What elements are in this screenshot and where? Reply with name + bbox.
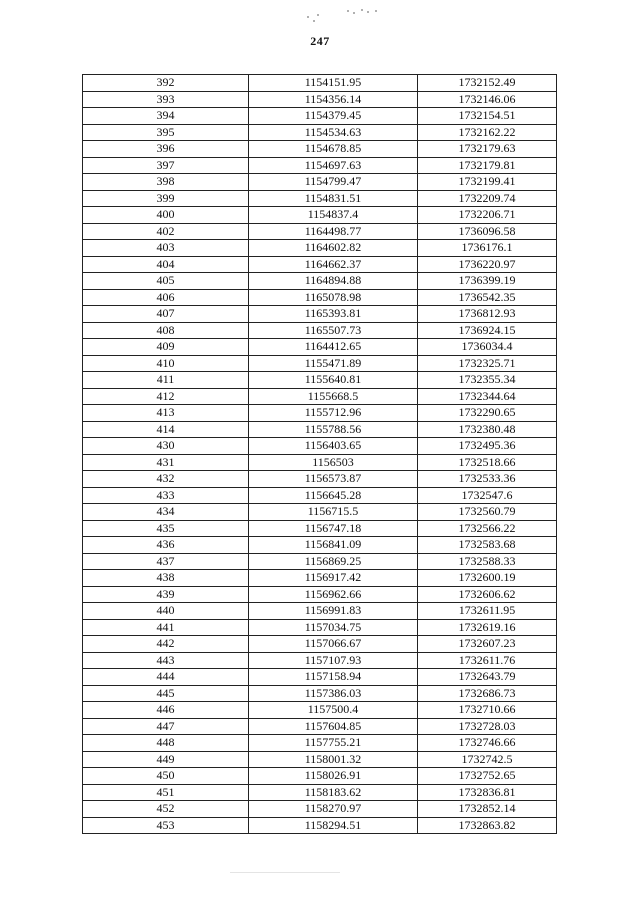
y-coordinate-cell: 1732710.66 (418, 702, 557, 719)
x-coordinate-cell: 1156645.28 (249, 487, 418, 504)
point-number-cell: 407 (83, 306, 249, 323)
x-coordinate-cell: 1165393.81 (249, 306, 418, 323)
y-coordinate-cell: 1736812.93 (418, 306, 557, 323)
x-coordinate-cell: 1157066.67 (249, 636, 418, 653)
coordinates-table-body (83, 75, 557, 834)
table-row (83, 636, 557, 653)
x-coordinate-cell: 1154831.51 (249, 190, 418, 207)
point-number-cell: 452 (83, 801, 249, 818)
table-row (83, 751, 557, 768)
x-coordinate-cell: 1154799.47 (249, 174, 418, 191)
point-number-cell: 445 (83, 685, 249, 702)
point-number-cell: 406 (83, 289, 249, 306)
y-coordinate-cell: 1732728.03 (418, 718, 557, 735)
x-coordinate-cell: 1156747.18 (249, 520, 418, 537)
table-row (83, 355, 557, 372)
y-coordinate-cell: 1732533.36 (418, 471, 557, 488)
point-number-cell: 394 (83, 108, 249, 125)
x-coordinate-cell: 1164412.65 (249, 339, 418, 356)
y-coordinate-cell: 1736034.4 (418, 339, 557, 356)
x-coordinate-cell: 1154678.85 (249, 141, 418, 158)
y-coordinate-cell: 1732547.6 (418, 487, 557, 504)
y-coordinate-cell: 1736399.19 (418, 273, 557, 290)
point-number-cell: 396 (83, 141, 249, 158)
x-coordinate-cell: 1157034.75 (249, 619, 418, 636)
x-coordinate-cell: 1158294.51 (249, 817, 418, 834)
table-row (83, 817, 557, 834)
table-row (83, 388, 557, 405)
y-coordinate-cell: 1732863.82 (418, 817, 557, 834)
point-number-cell: 433 (83, 487, 249, 504)
y-coordinate-cell: 1732518.66 (418, 454, 557, 471)
page-number: 247 (310, 34, 330, 48)
x-coordinate-cell: 1156869.25 (249, 553, 418, 570)
table-row (83, 174, 557, 191)
y-coordinate-cell: 1732209.74 (418, 190, 557, 207)
point-number-cell: 395 (83, 124, 249, 141)
table-row (83, 504, 557, 521)
x-coordinate-cell: 1158183.62 (249, 784, 418, 801)
point-number-cell: 408 (83, 322, 249, 339)
point-number-cell: 440 (83, 603, 249, 620)
point-number-cell: 409 (83, 339, 249, 356)
y-coordinate-cell: 1732606.62 (418, 586, 557, 603)
table-row (83, 570, 557, 587)
point-number-cell: 404 (83, 256, 249, 273)
point-number-cell: 448 (83, 735, 249, 752)
x-coordinate-cell: 1154356.14 (249, 91, 418, 108)
y-coordinate-cell: 1732836.81 (418, 784, 557, 801)
x-coordinate-cell: 1156573.87 (249, 471, 418, 488)
table-row (83, 685, 557, 702)
x-coordinate-cell: 1158270.97 (249, 801, 418, 818)
y-coordinate-cell: 1732325.71 (418, 355, 557, 372)
point-number-cell: 410 (83, 355, 249, 372)
y-coordinate-cell: 1732607.23 (418, 636, 557, 653)
point-number-cell: 414 (83, 421, 249, 438)
point-number-cell: 439 (83, 586, 249, 603)
table-row (83, 157, 557, 174)
x-coordinate-cell: 1154379.45 (249, 108, 418, 125)
table-row (83, 520, 557, 537)
point-number-cell: 403 (83, 240, 249, 257)
table-row (83, 784, 557, 801)
x-coordinate-cell: 1155640.81 (249, 372, 418, 389)
point-number-cell: 393 (83, 91, 249, 108)
point-number-cell: 392 (83, 75, 249, 92)
y-coordinate-cell: 1732746.66 (418, 735, 557, 752)
y-coordinate-cell: 1732355.34 (418, 372, 557, 389)
y-coordinate-cell: 1732752.65 (418, 768, 557, 785)
point-number-cell: 437 (83, 553, 249, 570)
x-coordinate-cell: 1164498.77 (249, 223, 418, 240)
x-coordinate-cell: 1156503 (249, 454, 418, 471)
y-coordinate-cell: 1732199.41 (418, 174, 557, 191)
x-coordinate-cell: 1155471.89 (249, 355, 418, 372)
table-row (83, 322, 557, 339)
point-number-cell: 449 (83, 751, 249, 768)
y-coordinate-cell: 1732179.81 (418, 157, 557, 174)
x-coordinate-cell: 1164602.82 (249, 240, 418, 257)
point-number-cell: 431 (83, 454, 249, 471)
point-number-cell: 446 (83, 702, 249, 719)
x-coordinate-cell: 1164894.88 (249, 273, 418, 290)
x-coordinate-cell: 1156403.65 (249, 438, 418, 455)
x-coordinate-cell: 1164662.37 (249, 256, 418, 273)
y-coordinate-cell: 1736924.15 (418, 322, 557, 339)
table-row (83, 256, 557, 273)
table-row (83, 669, 557, 686)
table-row (83, 372, 557, 389)
table-row (83, 108, 557, 125)
point-number-cell: 438 (83, 570, 249, 587)
table-row (83, 141, 557, 158)
x-coordinate-cell: 1157158.94 (249, 669, 418, 686)
x-coordinate-cell: 1156917.42 (249, 570, 418, 587)
x-coordinate-cell: 1158026.91 (249, 768, 418, 785)
y-coordinate-cell: 1732179.63 (418, 141, 557, 158)
point-number-cell: 436 (83, 537, 249, 554)
point-number-cell: 441 (83, 619, 249, 636)
table-row (83, 619, 557, 636)
table-row (83, 586, 557, 603)
y-coordinate-cell: 1732643.79 (418, 669, 557, 686)
table-row (83, 735, 557, 752)
y-coordinate-cell: 1732146.06 (418, 91, 557, 108)
x-coordinate-cell: 1156962.66 (249, 586, 418, 603)
table-row (83, 75, 557, 92)
point-number-cell: 453 (83, 817, 249, 834)
table-row (83, 537, 557, 554)
y-coordinate-cell: 1732154.51 (418, 108, 557, 125)
table-row (83, 273, 557, 290)
table-row (83, 603, 557, 620)
table-row (83, 91, 557, 108)
x-coordinate-cell: 1165078.98 (249, 289, 418, 306)
y-coordinate-cell: 1732344.64 (418, 388, 557, 405)
y-coordinate-cell: 1732560.79 (418, 504, 557, 521)
table-row (83, 421, 557, 438)
x-coordinate-cell: 1156991.83 (249, 603, 418, 620)
table-row (83, 718, 557, 735)
x-coordinate-cell: 1157604.85 (249, 718, 418, 735)
y-coordinate-cell: 1736542.35 (418, 289, 557, 306)
y-coordinate-cell: 1732619.16 (418, 619, 557, 636)
y-coordinate-cell: 1732566.22 (418, 520, 557, 537)
table-row (83, 124, 557, 141)
x-coordinate-cell: 1156715.5 (249, 504, 418, 521)
y-coordinate-cell: 1732611.95 (418, 603, 557, 620)
x-coordinate-cell: 1158001.32 (249, 751, 418, 768)
point-number-cell: 398 (83, 174, 249, 191)
table-row (83, 471, 557, 488)
point-number-cell: 405 (83, 273, 249, 290)
x-coordinate-cell: 1157386.03 (249, 685, 418, 702)
point-number-cell: 413 (83, 405, 249, 422)
y-coordinate-cell: 1732686.73 (418, 685, 557, 702)
table-row (83, 240, 557, 257)
table-row (83, 553, 557, 570)
y-coordinate-cell: 1736220.97 (418, 256, 557, 273)
point-number-cell: 434 (83, 504, 249, 521)
x-coordinate-cell: 1155668.5 (249, 388, 418, 405)
table-row (83, 652, 557, 669)
table-row (83, 768, 557, 785)
coordinates-table (82, 74, 557, 834)
point-number-cell: 442 (83, 636, 249, 653)
point-number-cell: 411 (83, 372, 249, 389)
table-row (83, 405, 557, 422)
x-coordinate-cell: 1154837.4 (249, 207, 418, 224)
table-row (83, 306, 557, 323)
x-coordinate-cell: 1155788.56 (249, 421, 418, 438)
point-number-cell: 412 (83, 388, 249, 405)
y-coordinate-cell: 1732852.14 (418, 801, 557, 818)
x-coordinate-cell: 1157755.21 (249, 735, 418, 752)
point-number-cell: 450 (83, 768, 249, 785)
table-row (83, 190, 557, 207)
table-row (83, 223, 557, 240)
y-coordinate-cell: 1732611.76 (418, 652, 557, 669)
x-coordinate-cell: 1154151.95 (249, 75, 418, 92)
y-coordinate-cell: 1732495.36 (418, 438, 557, 455)
scan-noise-bottom (230, 872, 340, 873)
table-row (83, 454, 557, 471)
y-coordinate-cell: 1736176.1 (418, 240, 557, 257)
y-coordinate-cell: 1732588.33 (418, 553, 557, 570)
y-coordinate-cell: 1732600.19 (418, 570, 557, 587)
x-coordinate-cell: 1156841.09 (249, 537, 418, 554)
table-row (83, 801, 557, 818)
y-coordinate-cell: 1732290.65 (418, 405, 557, 422)
y-coordinate-cell: 1732206.71 (418, 207, 557, 224)
x-coordinate-cell: 1165507.73 (249, 322, 418, 339)
point-number-cell: 447 (83, 718, 249, 735)
y-coordinate-cell: 1736096.58 (418, 223, 557, 240)
y-coordinate-cell: 1732742.5 (418, 751, 557, 768)
y-coordinate-cell: 1732162.22 (418, 124, 557, 141)
x-coordinate-cell: 1157500.4 (249, 702, 418, 719)
y-coordinate-cell: 1732152.49 (418, 75, 557, 92)
y-coordinate-cell: 1732380.48 (418, 421, 557, 438)
x-coordinate-cell: 1154697.63 (249, 157, 418, 174)
table-row (83, 487, 557, 504)
x-coordinate-cell: 1155712.96 (249, 405, 418, 422)
x-coordinate-cell: 1154534.63 (249, 124, 418, 141)
scan-artifact-marks (255, 6, 395, 26)
x-coordinate-cell: 1157107.93 (249, 652, 418, 669)
point-number-cell: 397 (83, 157, 249, 174)
point-number-cell: 432 (83, 471, 249, 488)
table-row (83, 289, 557, 306)
point-number-cell: 399 (83, 190, 249, 207)
point-number-cell: 400 (83, 207, 249, 224)
point-number-cell: 444 (83, 669, 249, 686)
point-number-cell: 430 (83, 438, 249, 455)
point-number-cell: 435 (83, 520, 249, 537)
point-number-cell: 402 (83, 223, 249, 240)
table-row (83, 702, 557, 719)
point-number-cell: 451 (83, 784, 249, 801)
table-row (83, 207, 557, 224)
y-coordinate-cell: 1732583.68 (418, 537, 557, 554)
table-row (83, 339, 557, 356)
point-number-cell: 443 (83, 652, 249, 669)
table-row (83, 438, 557, 455)
